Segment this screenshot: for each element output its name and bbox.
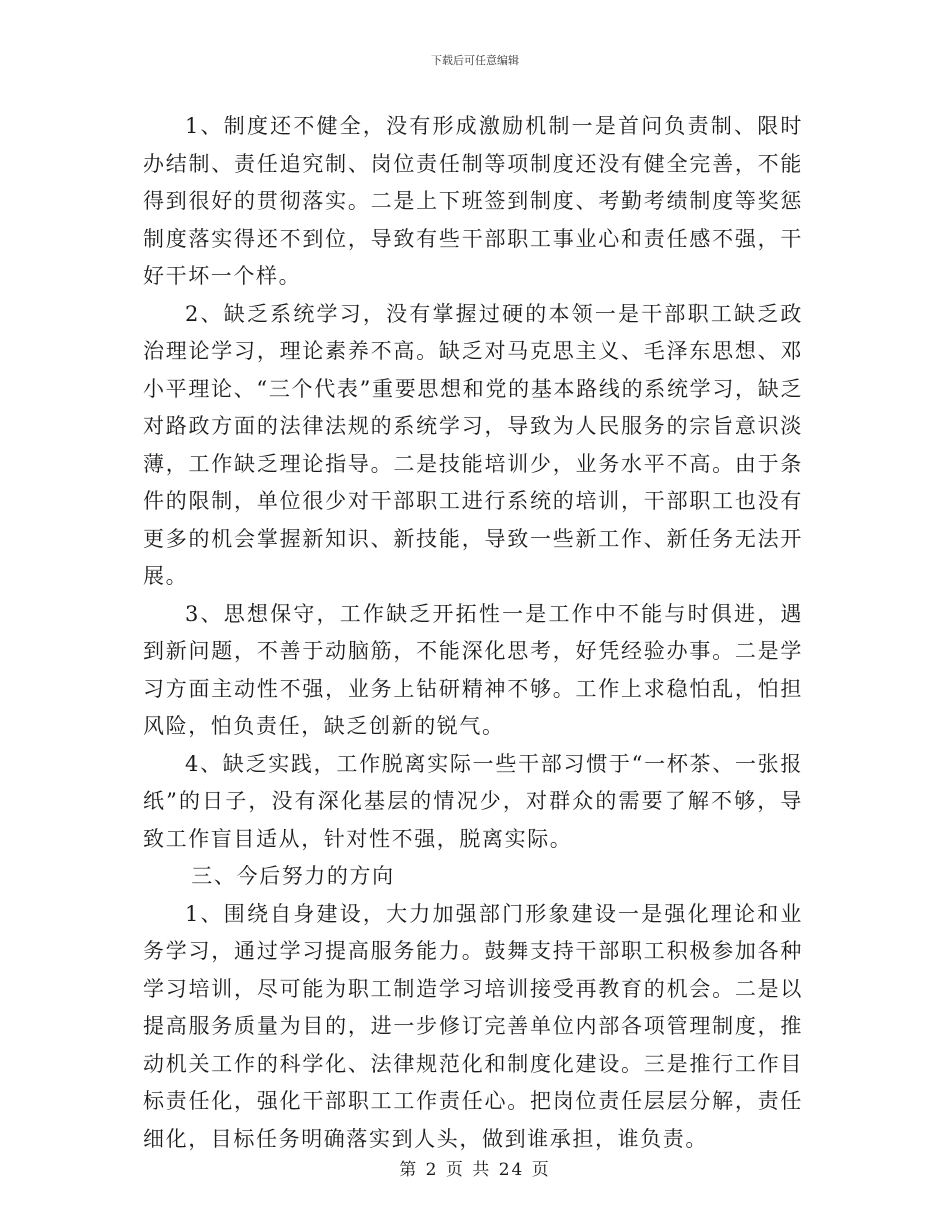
section-heading: 三、今后努力的方向 <box>191 864 395 888</box>
paragraph-4: 4、缺乏实践，工作脱离实际一些干部习惯于“一杯茶、一张报纸”的日子，没有深化基层的情况少，对群众的需要了解不够，导致工作盲目适从，针对性不强，脱离实际。 <box>143 751 803 851</box>
paragraph-2: 2、缺乏系统学习，没有掌握过硬的本领一是干部职工缺乏政治理论学习，理论素养不高。缺乏对马克思主义、毛泽东思想、邓小平理论、“三个代表”重要思想和党的基本路线的系统学习，缺乏对路政方面的法律法规的系统学习，导致为人民服务的宗旨意识淡薄，工作缺乏理论指导。二是技能培训少，业务水平不高。由于条件的限制，单位很少对干部职工进行系统的培训，干部职工也没有更多的机会掌握新知识、新技能，导致一些新工作、新任务无法开展。 <box>143 301 803 588</box>
paragraph-1: 1、制度还不健全，没有形成激励机制一是首问负责制、限时办结制、责任追究制、岗位责任制等项制度还没有健全完善，不能得到很好的贯彻落实。二是上下班签到制度、考勤考绩制度等奖惩制度落实得还不到位，导致有些干部职工事业心和责任感不强，干好干坏一个样。 <box>143 114 803 288</box>
document-body <box>143 108 803 1158</box>
page-header-note: 下载后可任意编辑 <box>431 54 519 67</box>
page-number: 第 2 页 共 24 页 <box>399 1160 551 1180</box>
paragraph-3: 3、思想保守，工作缺乏开拓性一是工作中不能与时俱进，遇到新问题，不善于动脑筋，不能深化思考，好凭经验办事。二是学习方面主动性不强，业务上钻研精神不够。工作上求稳怕乱，怕担风险，怕负责任，缺乏创新的锐气。 <box>143 601 803 738</box>
paragraph-5: 1、围绕自身建设，大力加强部门形象建设一是强化理论和业务学习，通过学习提高服务能力。鼓舞支持干部职工积极参加各种学习培训，尽可能为职工制造学习培训接受再教育的机会。二是以提高服务质量为目的，进一步修订完善单位内部各项管理制度，推动机关工作的科学化、法律规范化和制度化建设。三是推行工作目标责任化，强化干部职工工作责任心。把岗位责任层层分解，责任细化，目标任务明确落实到人头，做到谁承担，谁负责。 <box>143 901 803 1151</box>
